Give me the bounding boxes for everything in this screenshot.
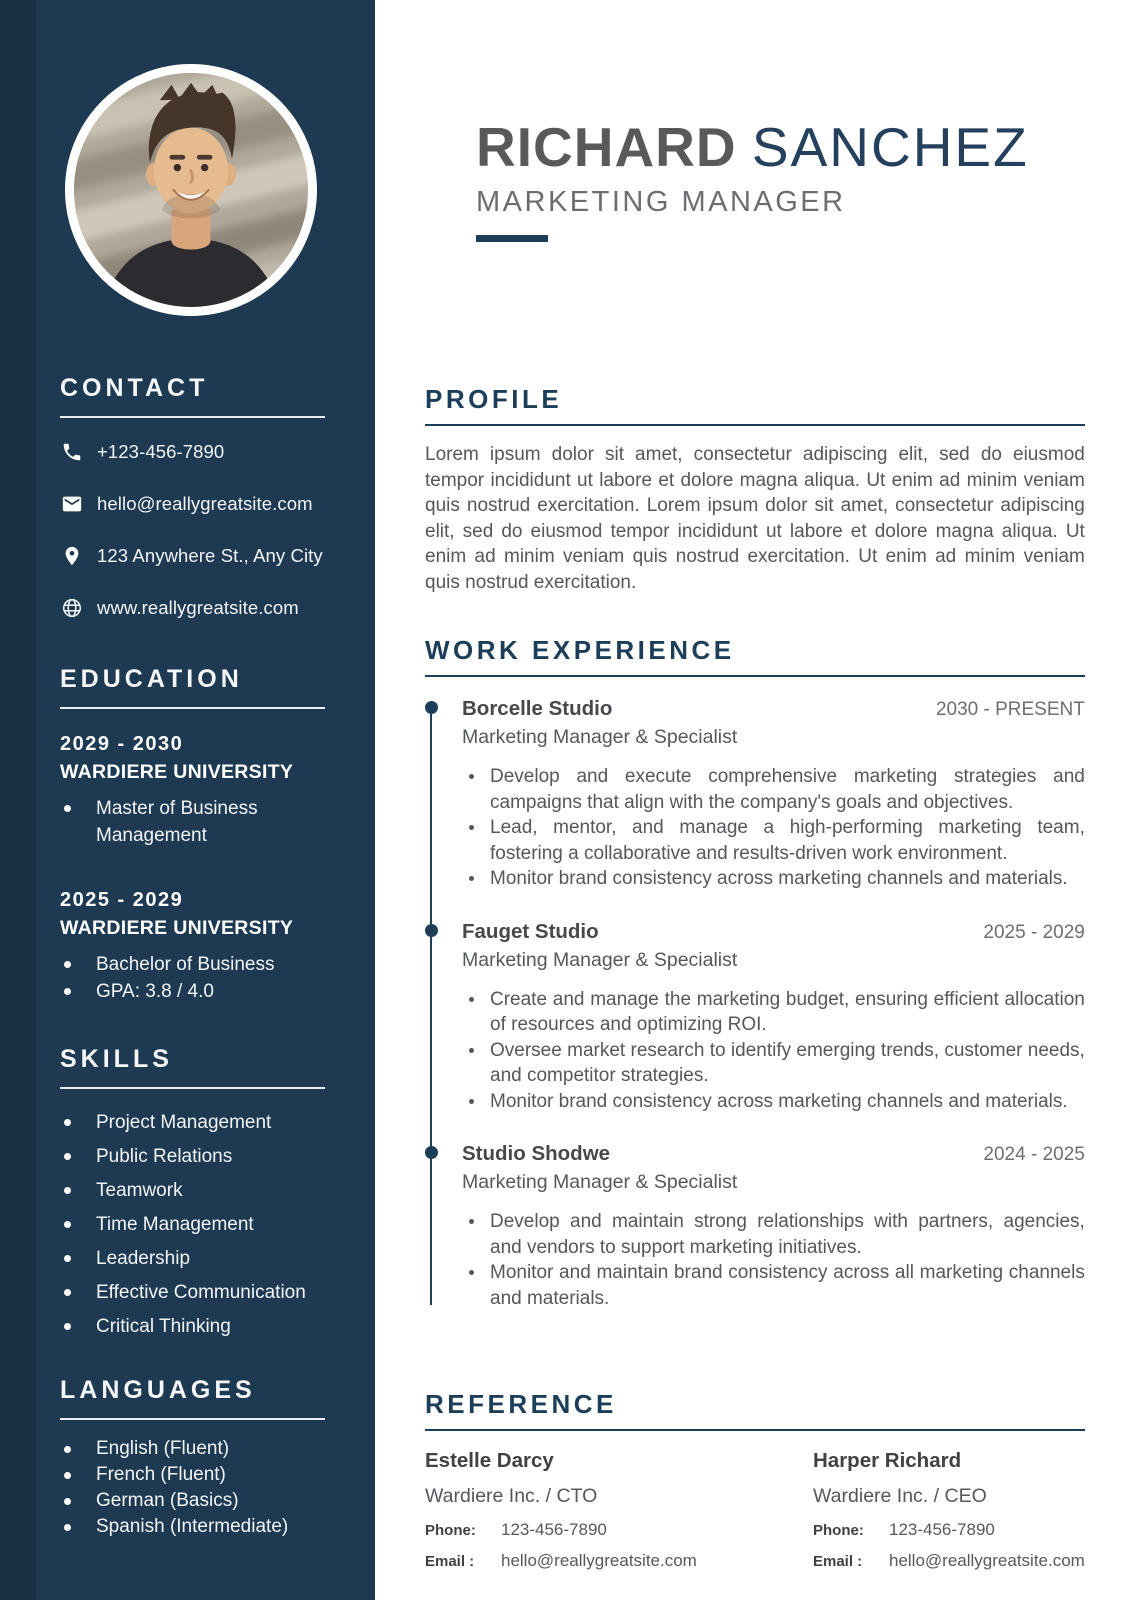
skill-item: Effective Communication [60, 1279, 329, 1306]
education-divider [60, 707, 325, 709]
skill-item: Project Management [60, 1109, 329, 1136]
skill-item: Teamwork [60, 1177, 329, 1204]
profile-heading: PROFILE [425, 384, 563, 414]
experience-section [425, 635, 1085, 1311]
job-header [462, 1140, 1085, 1167]
education-school: WARDIERE UNIVERSITY [60, 761, 294, 783]
email-value: hello@reallygreatsite.com [501, 1551, 697, 1570]
globe-icon [60, 596, 84, 620]
reference-org: Wardiere Inc. / CTO [425, 1485, 598, 1507]
profile-divider [425, 424, 1085, 426]
job-period: 2024 - 2025 [983, 1144, 1085, 1165]
job-bullet: Monitor and maintain brand consistency across all marketing channels and materials. [462, 1260, 1085, 1311]
education-heading: EDUCATION [60, 665, 243, 693]
job-header [462, 918, 1085, 945]
first-name: RICHARD [476, 116, 737, 178]
education-detail: GPA: 3.8 / 4.0 [60, 978, 329, 1005]
job-bullet: Lead, mentor, and manage a high-performing marketing team, fostering a collaborative and results-driven work environment. [462, 815, 1085, 866]
job-timeline [425, 695, 1085, 1311]
reference-email-row [425, 1551, 813, 1571]
contact-address-text: 123 Anywhere St., Any City [97, 544, 323, 566]
education-years: 2025 - 2029 [60, 889, 184, 911]
education-entry [60, 887, 329, 1005]
job-entry [462, 918, 1085, 1115]
reference-email-row [813, 1551, 1085, 1571]
reference-name: Harper Richard [813, 1449, 962, 1472]
contact-website-text: www.reallygreatsite.com [97, 596, 299, 618]
education-details [60, 951, 329, 1005]
last-name: SANCHEZ [751, 116, 1029, 178]
contact-section [60, 374, 329, 621]
phone-label: Phone: [813, 1522, 864, 1539]
portrait-illustration [74, 73, 308, 307]
languages-list [60, 1436, 329, 1540]
reference-entry [813, 1447, 1085, 1571]
job-bullet: Oversee market research to identify emerging trends, customer needs, and competitor strategies. [462, 1038, 1085, 1089]
job-company: Fauget Studio [462, 919, 599, 943]
email-value: hello@reallygreatsite.com [889, 1551, 1085, 1570]
job-bullet: Monitor brand consistency across marketing channels and materials. [462, 1089, 1085, 1115]
job-period: 2025 - 2029 [983, 921, 1085, 943]
job-title: Marketing Manager & Specialist [462, 726, 738, 748]
skills-list [60, 1109, 329, 1340]
education-details [60, 795, 329, 849]
job-header [462, 695, 1085, 722]
contact-phone-text: +123-456-7890 [97, 440, 225, 462]
skills-section [60, 1045, 329, 1340]
skills-heading: SKILLS [60, 1045, 173, 1073]
skill-item: Public Relations [60, 1143, 329, 1170]
languages-section [60, 1376, 329, 1540]
contact-divider [60, 416, 325, 418]
job-company: Studio Shodwe [462, 1142, 611, 1165]
timeline-dot [425, 924, 438, 937]
role-underline [476, 235, 548, 242]
contact-item-phone [60, 438, 329, 465]
reference-grid [425, 1447, 1085, 1571]
job-title: Marketing Manager & Specialist [462, 1171, 738, 1193]
education-years: 2029 - 2030 [60, 733, 184, 755]
language-item: English (Fluent) [60, 1436, 329, 1462]
reference-divider [425, 1429, 1085, 1431]
main-content [375, 0, 1131, 1600]
job-role: MARKETING MANAGER [476, 186, 846, 218]
phone-icon [60, 440, 84, 464]
job-company: Borcelle Studio [462, 697, 613, 720]
languages-heading: LANGUAGES [60, 1376, 256, 1404]
phone-label: Phone: [425, 1522, 476, 1539]
header [425, 118, 1085, 242]
contact-item-email [60, 490, 329, 517]
language-item: French (Fluent) [60, 1462, 329, 1488]
profile-section [425, 384, 1085, 595]
reference-phone-row [425, 1520, 813, 1540]
email-label: Email : [813, 1553, 863, 1570]
job-period: 2030 - PRESENT [935, 699, 1085, 720]
language-item: Spanish (Intermediate) [60, 1514, 329, 1540]
education-entry [60, 731, 329, 849]
job-bullet: Develop and maintain strong relationships with partners, agencies, and vendors to support marketing initiatives. [462, 1209, 1085, 1260]
experience-heading: WORK EXPERIENCE [425, 635, 735, 665]
job-entry [462, 695, 1085, 892]
job-bullets [462, 764, 1085, 892]
timeline-line [430, 705, 432, 1305]
profile-text: Lorem ipsum dolor sit amet, consectetur adipiscing elit, sed do eiusmod tempor incididunt ut labore et dolore magna aliqua. Ut enim ad minim veniam quis nostrud exercitation. Lorem ipsum dolor sit amet, consectetur adipiscing elit, sed do eiusmod tempor incididunt ut labore et dolore magna aliqua. Ut enim ad minim veniam quis nostrud exercitation. Ut enim ad minim veniam quis nostrud exercitation. [425, 444, 1085, 593]
reference-section [425, 1389, 1085, 1571]
sidebar [0, 0, 375, 1600]
skill-item: Leadership [60, 1245, 329, 1272]
email-label: Email : [425, 1553, 475, 1570]
languages-divider [60, 1418, 325, 1420]
experience-divider [425, 675, 1085, 677]
contact-heading: CONTACT [60, 374, 209, 402]
reference-entry [425, 1447, 813, 1571]
reference-phone-row [813, 1520, 1085, 1540]
reference-name: Estelle Darcy [425, 1449, 554, 1472]
skills-divider [60, 1087, 325, 1089]
skill-item: Critical Thinking [60, 1313, 329, 1340]
email-icon [60, 492, 84, 516]
skill-item: Time Management [60, 1211, 329, 1238]
sidebar-edge-strip [0, 0, 36, 1600]
profile-photo [65, 64, 317, 316]
language-item: German (Basics) [60, 1488, 329, 1514]
contact-item-address [60, 542, 329, 569]
contact-list [60, 438, 329, 621]
phone-value: 123-456-7890 [501, 1520, 607, 1539]
reference-heading: REFERENCE [425, 1389, 617, 1419]
contact-email-text: hello@reallygreatsite.com [97, 492, 313, 514]
education-section [60, 665, 329, 1005]
education-detail: Bachelor of Business [60, 951, 329, 978]
job-title: Marketing Manager & Specialist [462, 948, 738, 971]
phone-value: 123-456-7890 [889, 1520, 995, 1539]
education-school: WARDIERE UNIVERSITY [60, 917, 294, 939]
timeline-dot [425, 1146, 438, 1159]
job-bullet: Develop and execute comprehensive marketing strategies and campaigns that align with the company's goals and objectives. [462, 764, 1085, 815]
contact-item-website [60, 594, 329, 621]
timeline-dot [425, 701, 438, 714]
candidate-name [476, 118, 1085, 176]
job-entry [462, 1140, 1085, 1311]
job-bullet: Monitor brand consistency across marketing channels and materials. [462, 866, 1085, 892]
job-bullets [462, 987, 1085, 1115]
job-bullet: Create and manage the marketing budget, ensuring efficient allocation of resources and optimizing ROI. [462, 987, 1085, 1038]
job-bullets [462, 1209, 1085, 1311]
reference-org: Wardiere Inc. / CEO [813, 1485, 987, 1507]
education-detail: Master of Business Management [60, 795, 329, 849]
location-icon [60, 544, 84, 568]
